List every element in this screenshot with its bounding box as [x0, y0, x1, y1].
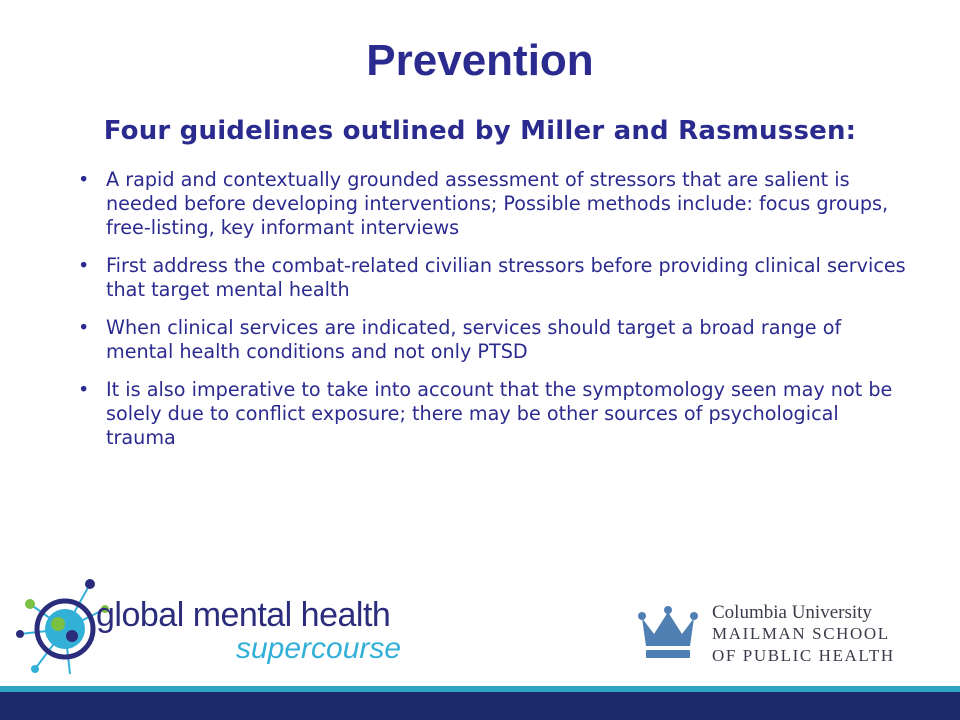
bullet-icon: • — [78, 378, 90, 401]
logo-line-university: Columbia University — [712, 602, 872, 623]
bullet-text: First address the combat-related civilian stressors before providing clinical services that target mental health — [106, 254, 906, 301]
slide-subtitle: Four guidelines outlined by Miller and Rasmussen: — [103, 116, 857, 146]
global-mental-health-logo — [10, 574, 430, 684]
bullet-item — [78, 378, 908, 450]
bullet-text: When clinical services are indicated, services should target a broad range of mental health conditions and not only PTSD — [106, 316, 842, 363]
bullet-list — [78, 168, 908, 464]
logo-line-public-health: OF PUBLIC HEALTH — [712, 646, 895, 665]
bullet-item — [78, 168, 908, 240]
logo-subtitle: supercourse — [236, 632, 402, 665]
crown-icon — [636, 604, 700, 660]
bullet-icon: • — [78, 168, 90, 191]
bullet-item — [78, 316, 908, 364]
bullet-text: It is also imperative to take into account that the symptomology seen may not be solely due to conflict exposure; there may be other sources of psychological trauma — [106, 378, 893, 449]
footer-band — [0, 692, 960, 720]
slide-title: Prevention — [366, 36, 594, 85]
bullet-item — [78, 254, 908, 302]
bullet-icon: • — [78, 254, 90, 277]
logo-line-school: MAILMAN SCHOOL — [712, 624, 890, 643]
bullet-icon: • — [78, 316, 90, 339]
columbia-mailman-logo — [636, 600, 926, 670]
logo-title: global mental health — [96, 596, 391, 634]
bullet-text: A rapid and contextually grounded assessment of stressors that are salient is needed before developing interventions; Possible methods include: focus groups, free-listing, key informant interviews — [106, 168, 889, 239]
